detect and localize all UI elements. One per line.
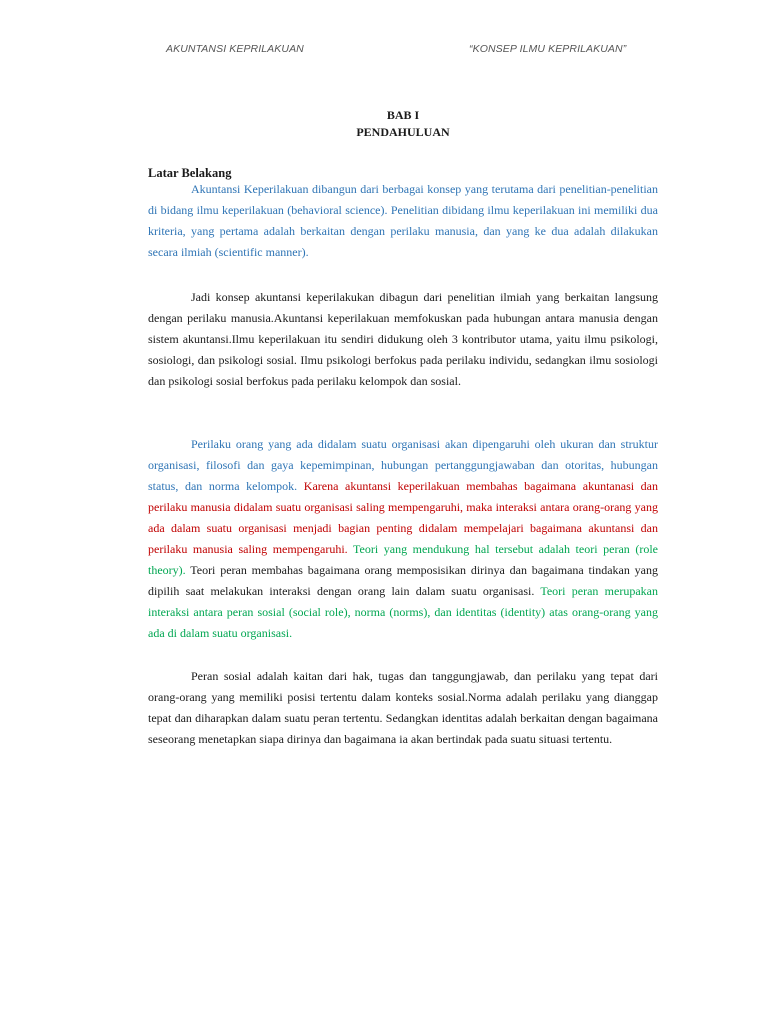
running-header-left: AKUNTANSI KEPRILAKUAN bbox=[166, 43, 304, 55]
paragraph-3-blue-sentence: Perilaku orang yang ada didalam suatu organisasi akan dipengaruhi oleh ukuran dan struktur organisasi, filosofi dan gaya kepemimpinan, hubungan pertanggungjawaban dan otoritas, hubungan status, dan norma kelompok. bbox=[148, 437, 658, 493]
chapter-title: PENDAHULUAN bbox=[356, 125, 450, 139]
paragraph-3-red-sentence: Karena akuntansi keperilakuan membahas bagaimana akuntanasi dan perilaku manusia didalam suatu organisasi saling mempengaruhi, maka interaksi antara orang-orang yang ada dalam suatu organisasi menjadi bagian penting didalam mempelajari bagaimana akuntansi dan perilaku manusia saling mempengaruhi. bbox=[148, 479, 659, 556]
section-heading: Latar Belakang bbox=[148, 166, 232, 180]
chapter-label: BAB I bbox=[386, 108, 420, 122]
paragraph-3-green-sentence: Teori yang mendukung hal tersebut adalah teori peran (role theory). bbox=[148, 542, 658, 577]
paragraph-4: Peran sosial adalah kaitan dari hak, tugas dan tanggungjawab, dan perilaku yang tepat dari orang-orang yang memiliki posisi tertentu dalam konteks sosial.Norma adalah perilaku yang dianggap tepat dan diharapkan dalam suatu peran tertentu. Sedangkan identitas adalah berkaitan dengan bagaimana seseorang menetapkan siapa dirinya dan bagaimana ia akan bertindak pada suatu situasi tertentu. bbox=[148, 669, 658, 746]
paragraph-3 bbox=[148, 434, 658, 644]
paragraph-1: Akuntansi Keperilakuan dibangun dari berbagai konsep yang terutama dari penelitian-penelitian di bidang ilmu keperilakuan (behavioral science). Penelitian dibidang ilmu keperilakuan ini memiliki dua kriteria, yang pertama adalah berkaitan dengan perilaku manusia, dan yang ke dua adalah dilakukan secara ilmiah (scientific manner). bbox=[148, 182, 658, 259]
paragraph-3-green-closing-sentence: Teori peran merupakan interaksi antara peran sosial (social role), norma (norms), dan identitas (identity) atas orang-orang yang ada di dalam suatu organisasi. bbox=[148, 584, 658, 640]
paragraph-3-black-sentence: Teori peran membahas bagaimana orang memposisikan dirinya dan bagaimana tindakan yang dipilih saat melakukan interaksi dengan orang lain dalam suatu organisasi. bbox=[148, 563, 658, 598]
running-header-right: “KONSEP ILMU KEPRILAKUAN” bbox=[469, 43, 627, 55]
paragraph-2: Jadi konsep akuntansi keperilakukan dibagun dari penelitian ilmiah yang berkaitan langsung dengan perilaku manusia.Akuntansi keperilakuan memfokuskan pada hubungan antara manusia dengan sistem akuntansi.Ilmu keperilakuan itu sendiri didukung oleh 3 kontributor utama, yaitu ilmu psikologi, sosiologi, dan psikologi sosial. Ilmu psikologi berfokus pada perilaku individu, sedangkan ilmu sosiologi dan psikologi sosial berfokus pada perilaku kelompok dan sosial. bbox=[148, 290, 658, 388]
